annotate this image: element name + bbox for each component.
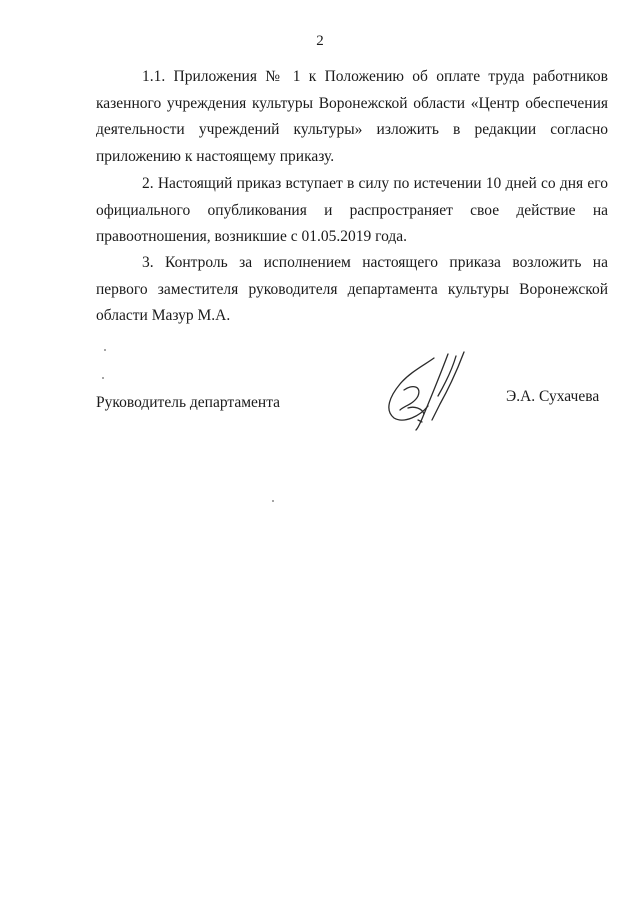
paragraph-1-1: 1.1. Приложения № 1 к Положению об оплате труда работников казенного учреждения культуры Воронежской области «Центр обеспечения деятельности учреждений культуры» изложить в редакции согласно приложению к настоящему приказу. xyxy=(96,68,608,165)
handwritten-signature-icon xyxy=(374,350,474,435)
page-number: 2 xyxy=(316,33,324,49)
scan-speck xyxy=(272,500,274,502)
scan-speck xyxy=(104,349,106,351)
signatory-name: Э.А. Сухачева xyxy=(506,388,600,405)
scan-speck xyxy=(102,377,104,379)
position-title: Руководитель департамента xyxy=(96,394,281,411)
paragraph-2: 2. Настоящий приказ вступает в силу по истечении 10 дней со дня его официального опубликования и распространяет свое действие на правоотношения, возникшие с 01.05.2019 года. xyxy=(96,175,608,245)
paragraph-3: 3. Контроль за исполнением настоящего приказа возложить на первого заместителя руководителя департамента культуры Воронежской области Мазур М.А. xyxy=(96,254,608,324)
